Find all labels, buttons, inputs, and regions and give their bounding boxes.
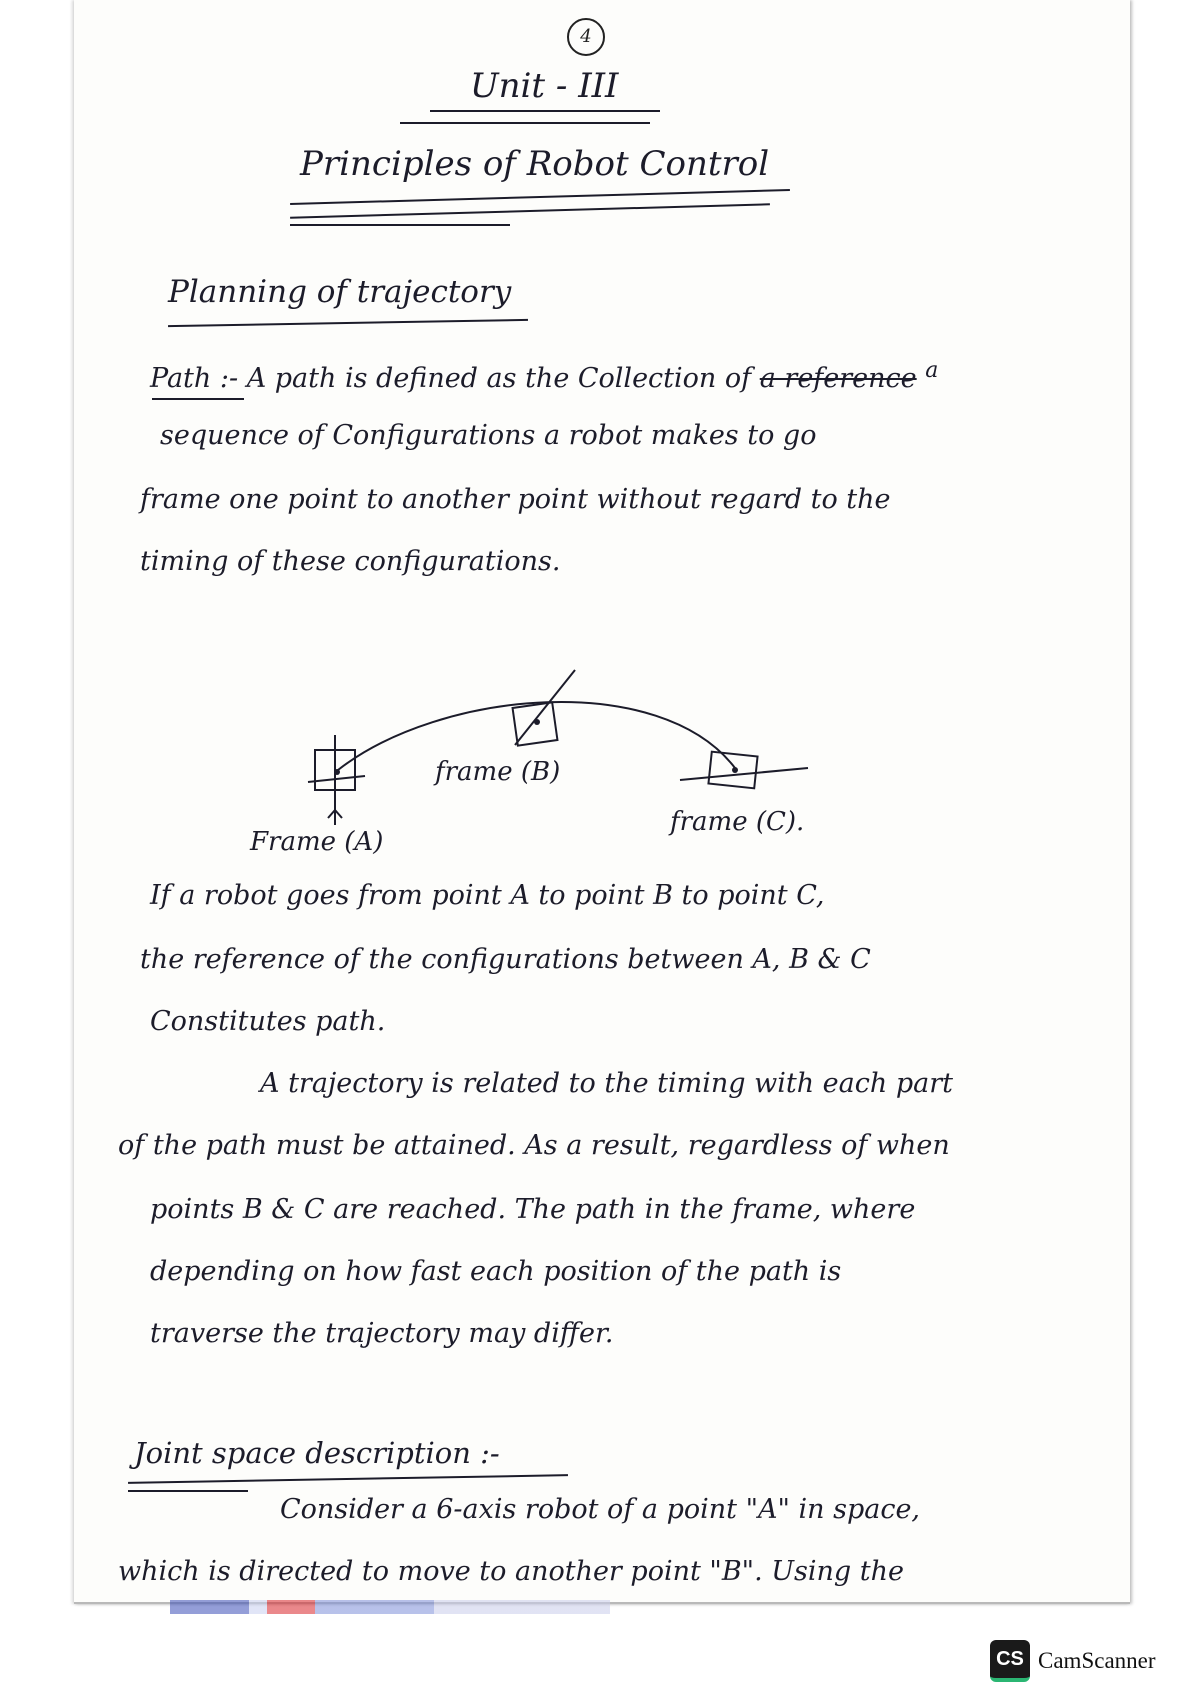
joint-space-line-1: Consider a 6-axis robot of a point "A" in space,: [280, 1494, 921, 1525]
trajectory-diagram: [240, 650, 840, 870]
explanation-line-1: If a robot goes from point A to point B to point C,: [150, 880, 825, 911]
camscanner-name: CamScanner: [1038, 1648, 1156, 1673]
section-title-joint-space: Joint space description :-: [134, 1436, 500, 1470]
page-number: 4: [567, 18, 605, 56]
unit-underline: [430, 110, 660, 112]
joint-space-underline-2: [128, 1490, 248, 1492]
explanation-line-8: traverse the trajectory may differ.: [150, 1318, 614, 1349]
frame-a-label: Frame (A): [250, 827, 384, 857]
path-label-underline: [152, 398, 244, 400]
page-title: Principles of Robot Control: [300, 144, 770, 184]
frame-b-label: frame (B): [435, 757, 561, 787]
path-label: Path :-: [150, 363, 239, 394]
struck-word: a reference: [759, 363, 917, 394]
frame-b-symbol: [513, 670, 575, 746]
path-definition-line-2: sequence of Configurations a robot makes to go: [160, 420, 817, 451]
unit-underline-2: [400, 122, 650, 124]
explanation-line-6: points B & C are reached. The path in the frame, where: [150, 1194, 916, 1225]
frame-c-label: frame (C).: [670, 807, 805, 837]
inserted-word: a: [925, 358, 939, 383]
section-title-trajectory: Planning of trajectory: [168, 274, 512, 310]
joint-space-line-2: which is directed to move to another point "B". Using the: [118, 1556, 904, 1587]
explanation-line-5: of the path must be attained. As a result, regardless of when: [118, 1130, 950, 1161]
unit-heading: Unit - III: [470, 66, 619, 106]
path-definition-line-1: [150, 358, 938, 394]
explanation-line-3: Constitutes path.: [150, 1006, 386, 1037]
camscanner-watermark: [990, 1640, 1168, 1682]
path-definition-line-4: timing of these configurations.: [140, 546, 561, 577]
explanation-line-7: depending on how fast each position of the path is: [150, 1256, 842, 1287]
camscanner-logo: CS: [990, 1640, 1030, 1682]
frame-a-arrow: [328, 810, 342, 825]
path-definition-line-3: frame one point to another point without regard to the: [140, 484, 891, 515]
frame-c-symbol: [680, 752, 808, 789]
path-definition-text: A path is defined as the Collection of: [246, 363, 752, 394]
scan-edge-artifact: [170, 1600, 610, 1614]
explanation-line-2: the reference of the configurations between A, B & C: [140, 944, 871, 975]
title-underline-3: [290, 224, 510, 226]
explanation-line-4: A trajectory is related to the timing with each part: [260, 1068, 953, 1099]
frame-a-symbol: [308, 735, 365, 810]
